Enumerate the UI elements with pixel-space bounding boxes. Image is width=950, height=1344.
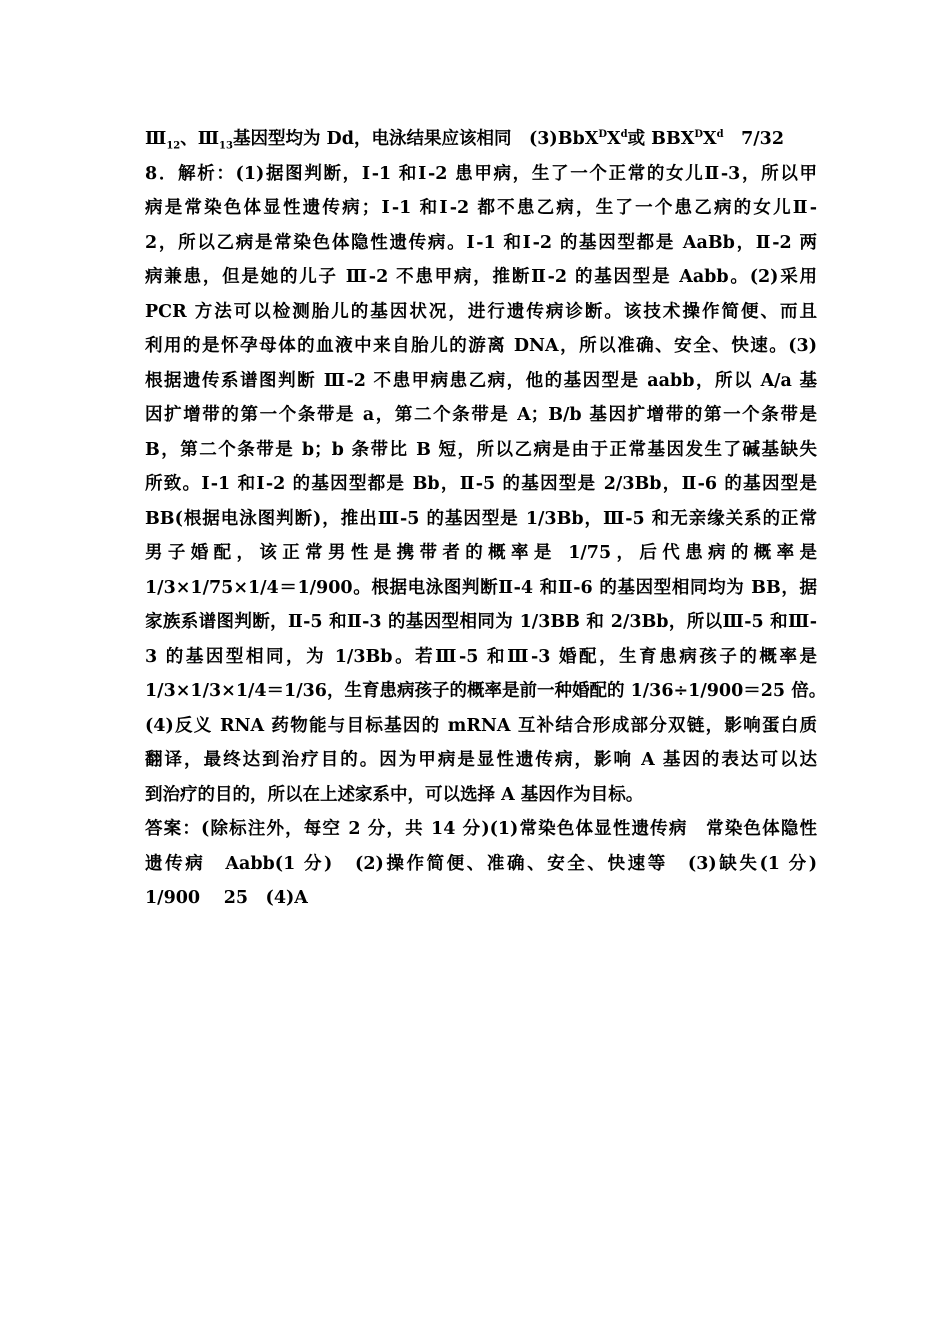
text-line-8: 根据遗传系谱图判断 Ⅲ-2 不患甲病患乙病，他的基因型是 aabb，所以 A/a 基 bbox=[145, 370, 817, 391]
text-line-9: 因扩增带的第一个条带是 a，第二个条带是 A；B/b 基因扩增带的第一个条带是 bbox=[145, 405, 817, 425]
text-line-2: 8．解析：(1)据图判断，Ⅰ-1 和Ⅰ-2 患甲病，生了一个正常的女儿Ⅱ-3，所以甲 bbox=[145, 163, 817, 184]
subscript: 12 bbox=[166, 140, 181, 152]
text-fragment: X bbox=[607, 129, 621, 149]
text-line-4: 2，所以乙病是常染色体隐性遗传病。Ⅰ-1 和Ⅰ-2 的基因型都是 AaBb，Ⅱ-2 两 bbox=[145, 232, 817, 253]
superscript: d bbox=[716, 129, 724, 141]
text-line-16: 3 的基因型相同，为 1/3Bb。若Ⅲ-5 和Ⅲ-3 婚配，生育患病孩子的概率是 bbox=[145, 646, 817, 667]
superscript: d bbox=[620, 129, 628, 141]
document-page bbox=[145, 122, 827, 916]
text-fragment: 基因型均为 Dd，电泳结果应该相同 (3)BbX bbox=[232, 129, 599, 149]
text-fragment: X bbox=[703, 129, 717, 149]
text-line-12: BB(根据电泳图判断)，推出Ⅲ-5 的基因型是 1/3Bb，Ⅲ-5 和无亲缘关系的正常 bbox=[145, 508, 817, 529]
text-fragment: 或 BBX bbox=[627, 129, 695, 149]
text-line-3: 病是常染色体显性遗传病；Ⅰ-1 和Ⅰ-2 都不患乙病，生了一个患乙病的女儿Ⅱ- bbox=[145, 198, 817, 218]
text-line-15: 家族系谱图判断，Ⅱ-5 和Ⅱ-3 的基因型相同为 1/3BB 和 2/3Bb，所以Ⅲ-5 和Ⅲ- bbox=[145, 612, 817, 632]
text-line-17: 1/3×1/3×1/4＝1/36，生育患病孩子的概率是前一种婚配的 1/36÷1/900＝25 倍。 bbox=[145, 681, 827, 701]
text-fragment: 、Ⅲ bbox=[180, 129, 220, 149]
text-line-13: 男子婚配，该正常男性是携带者的概率是 1/75，后代患病的概率是 bbox=[145, 543, 817, 563]
answer-line-3: 1/900 25 (4)A bbox=[145, 888, 308, 908]
answer-line-1: 答案：(除标注外，每空 2 分，共 14 分)(1)常染色体显性遗传病 常染色体隐性 bbox=[145, 819, 817, 839]
text-fragment: 7/32 bbox=[723, 129, 785, 149]
text-line-20: 到治疗的目的，所以在上述家系中，可以选择 A 基因作为目标。 bbox=[145, 784, 644, 805]
text-line-18: (4)反义 RNA 药物能与目标基因的 mRNA 互补结合形成部分双链，影响蛋白质 bbox=[145, 715, 817, 736]
answer-line-2: 遗传病 Aabb(1 分) (2)操作简便、准确、安全、快速等 (3)缺失(1 分) bbox=[145, 853, 817, 874]
text-line-10: B，第二个条带是 b；b 条带比 B 短，所以乙病是由于正常基因发生了碱基缺失 bbox=[145, 439, 817, 460]
text-line-19: 翻译，最终达到治疗目的。因为甲病是显性遗传病，影响 A 基因的表达可以达 bbox=[145, 750, 817, 770]
superscript: D bbox=[694, 129, 704, 141]
text-line-6: PCR 方法可以检测胎儿的基因状况，进行遗传病诊断。该技术操作简便、而且 bbox=[145, 301, 817, 322]
text-line-5: 病兼患，但是她的儿子 Ⅲ-2 不患甲病，推断Ⅱ-2 的基因型是 Aabb。(2)采用 bbox=[145, 267, 817, 287]
text-line-14: 1/3×1/75×1/4＝1/900。根据电泳图判断Ⅱ-4 和Ⅱ-6 的基因型相同均为 BB，据 bbox=[145, 577, 817, 598]
text-line-11: 所致。Ⅰ-1 和Ⅰ-2 的基因型都是 Bb，Ⅱ-5 的基因型是 2/3Bb，Ⅱ-6 的基因型是 bbox=[145, 474, 817, 494]
text-line-1 bbox=[145, 122, 817, 157]
superscript: D bbox=[598, 129, 607, 141]
subscript: 13 bbox=[219, 140, 233, 152]
text-fragment: Ⅲ bbox=[145, 129, 167, 149]
text-line-7: 利用的是怀孕母体的血液中来自胎儿的游离 DNA，所以准确、安全、快速。(3) bbox=[145, 336, 817, 356]
